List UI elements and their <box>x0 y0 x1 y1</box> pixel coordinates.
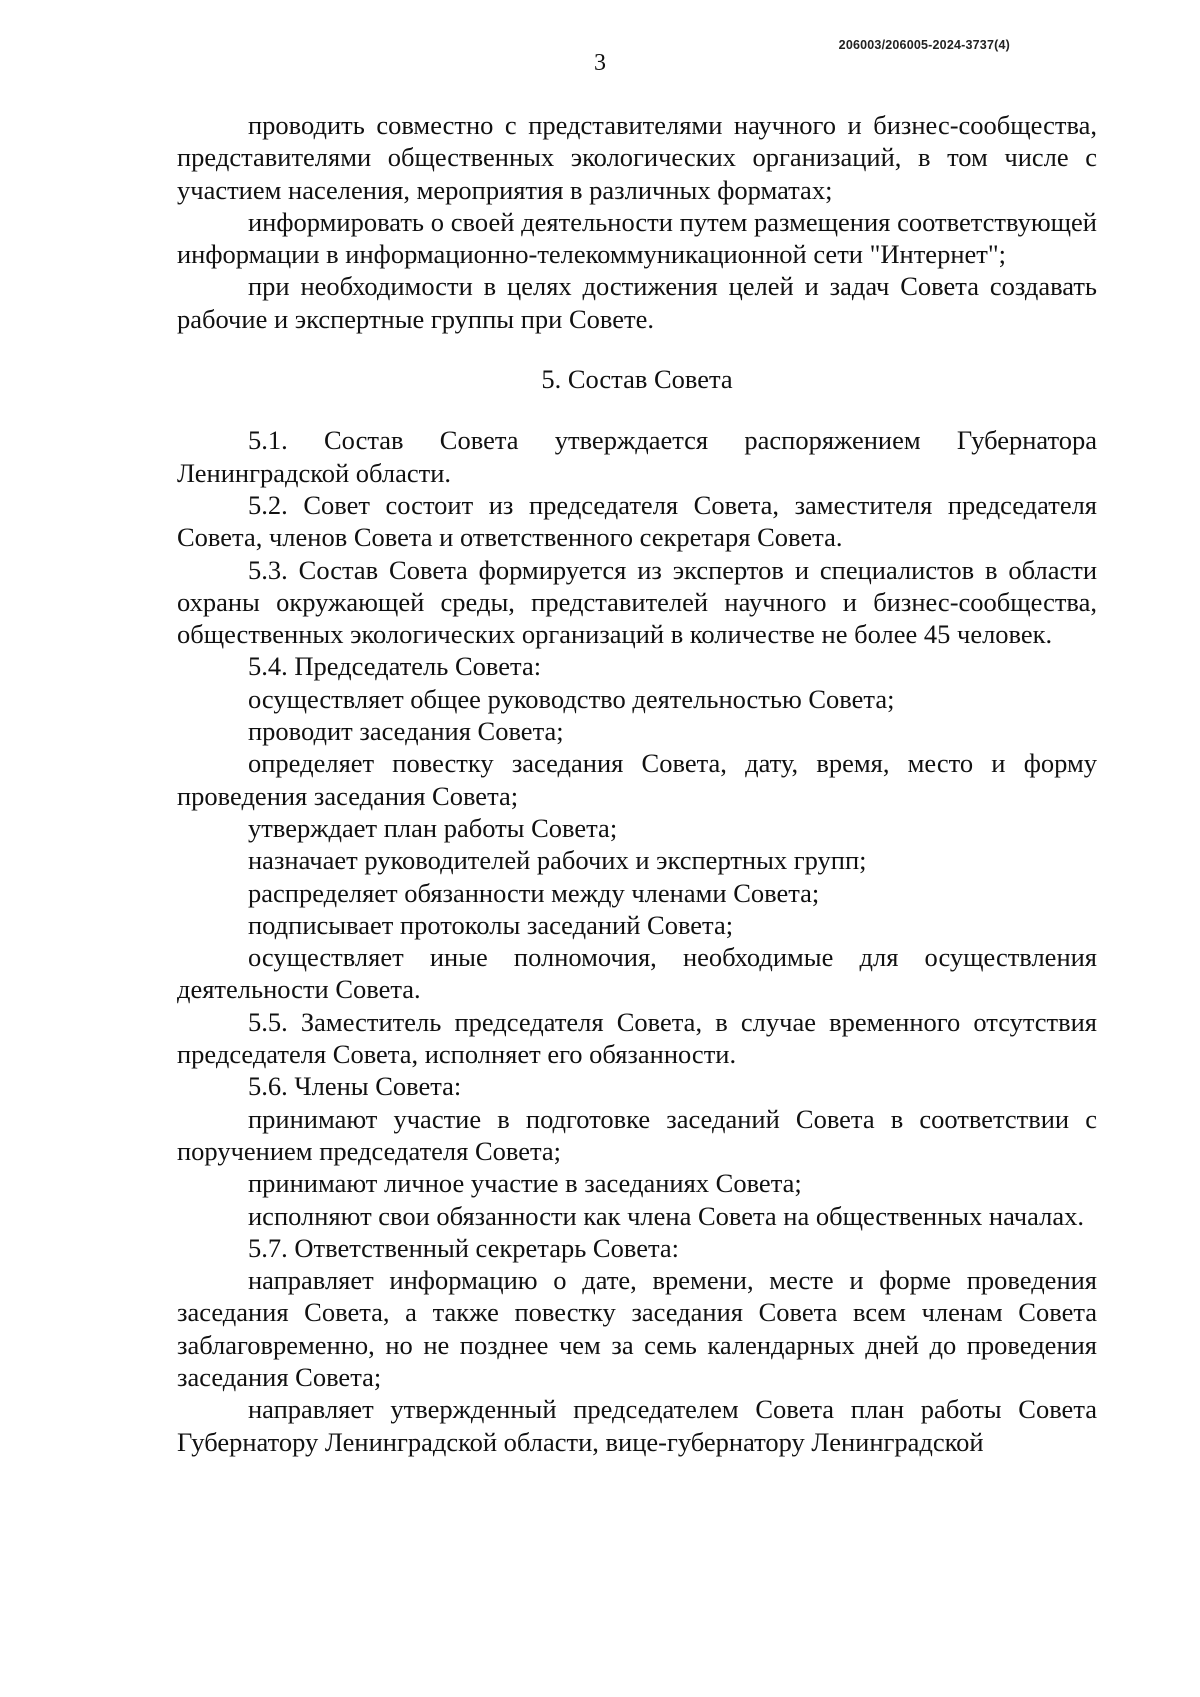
paragraph: 5.4. Председатель Совета: <box>248 651 542 682</box>
paragraph: при необходимости в целях достижения целей и задач Совета создавать рабочие и экспертные группы при Совете. <box>177 271 1097 334</box>
paragraph: информировать о своей деятельности путем размещения соответствующей информации в информационно-телекоммуникационной сети "Интернет"; <box>177 206 1097 270</box>
page-number: 3 <box>594 50 606 76</box>
section-heading: 5. Состав Совета <box>541 364 733 395</box>
paragraph: 5.7. Ответственный секретарь Совета: <box>248 1232 679 1263</box>
paragraph: принимают личное участие в заседаниях Совета; <box>248 1168 802 1199</box>
paragraph: 5.3. Состав Совета формируется из экспертов и специалистов в области охраны окружающей среды, представителей научного и бизнес-сообщества, общественных экологических организаций в количестве не более 45 человек. <box>177 554 1097 650</box>
paragraph: распределяет обязанности между членами Совета; <box>248 877 820 908</box>
paragraph: 5.5. Заместитель председателя Совета, в случае временного отсутствия председателя Совета, исполняет его обязанности. <box>177 1006 1097 1070</box>
paragraph: назначает руководителей рабочих и экспертных групп; <box>248 845 867 876</box>
paragraph: направляет информацию о дате, времени, месте и форме проведения заседания Совета, а также повестку заседания Совета всем членам Совета заблаговременно, но не позднее чем за семь календарных дней до проведения заседания Совета; <box>177 1265 1097 1392</box>
paragraph: проводит заседания Совета; <box>248 716 564 747</box>
paragraph: направляет утвержденный председателем Совета план работы Совета Губернатору Ленинградской области, вице-губернатору Ленинградской <box>177 1394 1097 1457</box>
paragraph: 5.1. Состав Совета утверждается распоряжением Губернатора Ленинградской области. <box>177 425 1097 488</box>
document-body <box>177 109 1097 1458</box>
document-registration-number: 206003/206005-2024-3737(4) <box>838 38 1010 52</box>
paragraph: подписывает протоколы заседаний Совета; <box>248 909 734 940</box>
paragraph: 5.6. Члены Совета: <box>248 1071 462 1102</box>
paragraph: принимают участие в подготовке заседаний Совета в соответствии с поручением председателя Совета; <box>177 1103 1097 1166</box>
paragraph: утверждает план работы Совета; <box>248 812 618 843</box>
paragraph: осуществляет общее руководство деятельностью Совета; <box>248 683 895 714</box>
paragraph: определяет повестку заседания Совета, дату, время, место и форму проведения заседания Совета; <box>177 748 1097 811</box>
paragraph: проводить совместно с представителями научного и бизнес-сообщества, представителями общественных экологических организаций, в том числе с участием населения, мероприятия в различных форматах; <box>177 110 1097 205</box>
paragraph: осуществляет иные полномочия, необходимые для осуществления деятельности Совета. <box>177 942 1097 1005</box>
paragraph: 5.2. Совет состоит из председателя Совета, заместителя председателя Совета, членов Совета и ответственного секретаря Совета. <box>177 489 1097 553</box>
paragraph: исполняют свои обязанности как члена Совета на общественных началах. <box>248 1200 1084 1231</box>
